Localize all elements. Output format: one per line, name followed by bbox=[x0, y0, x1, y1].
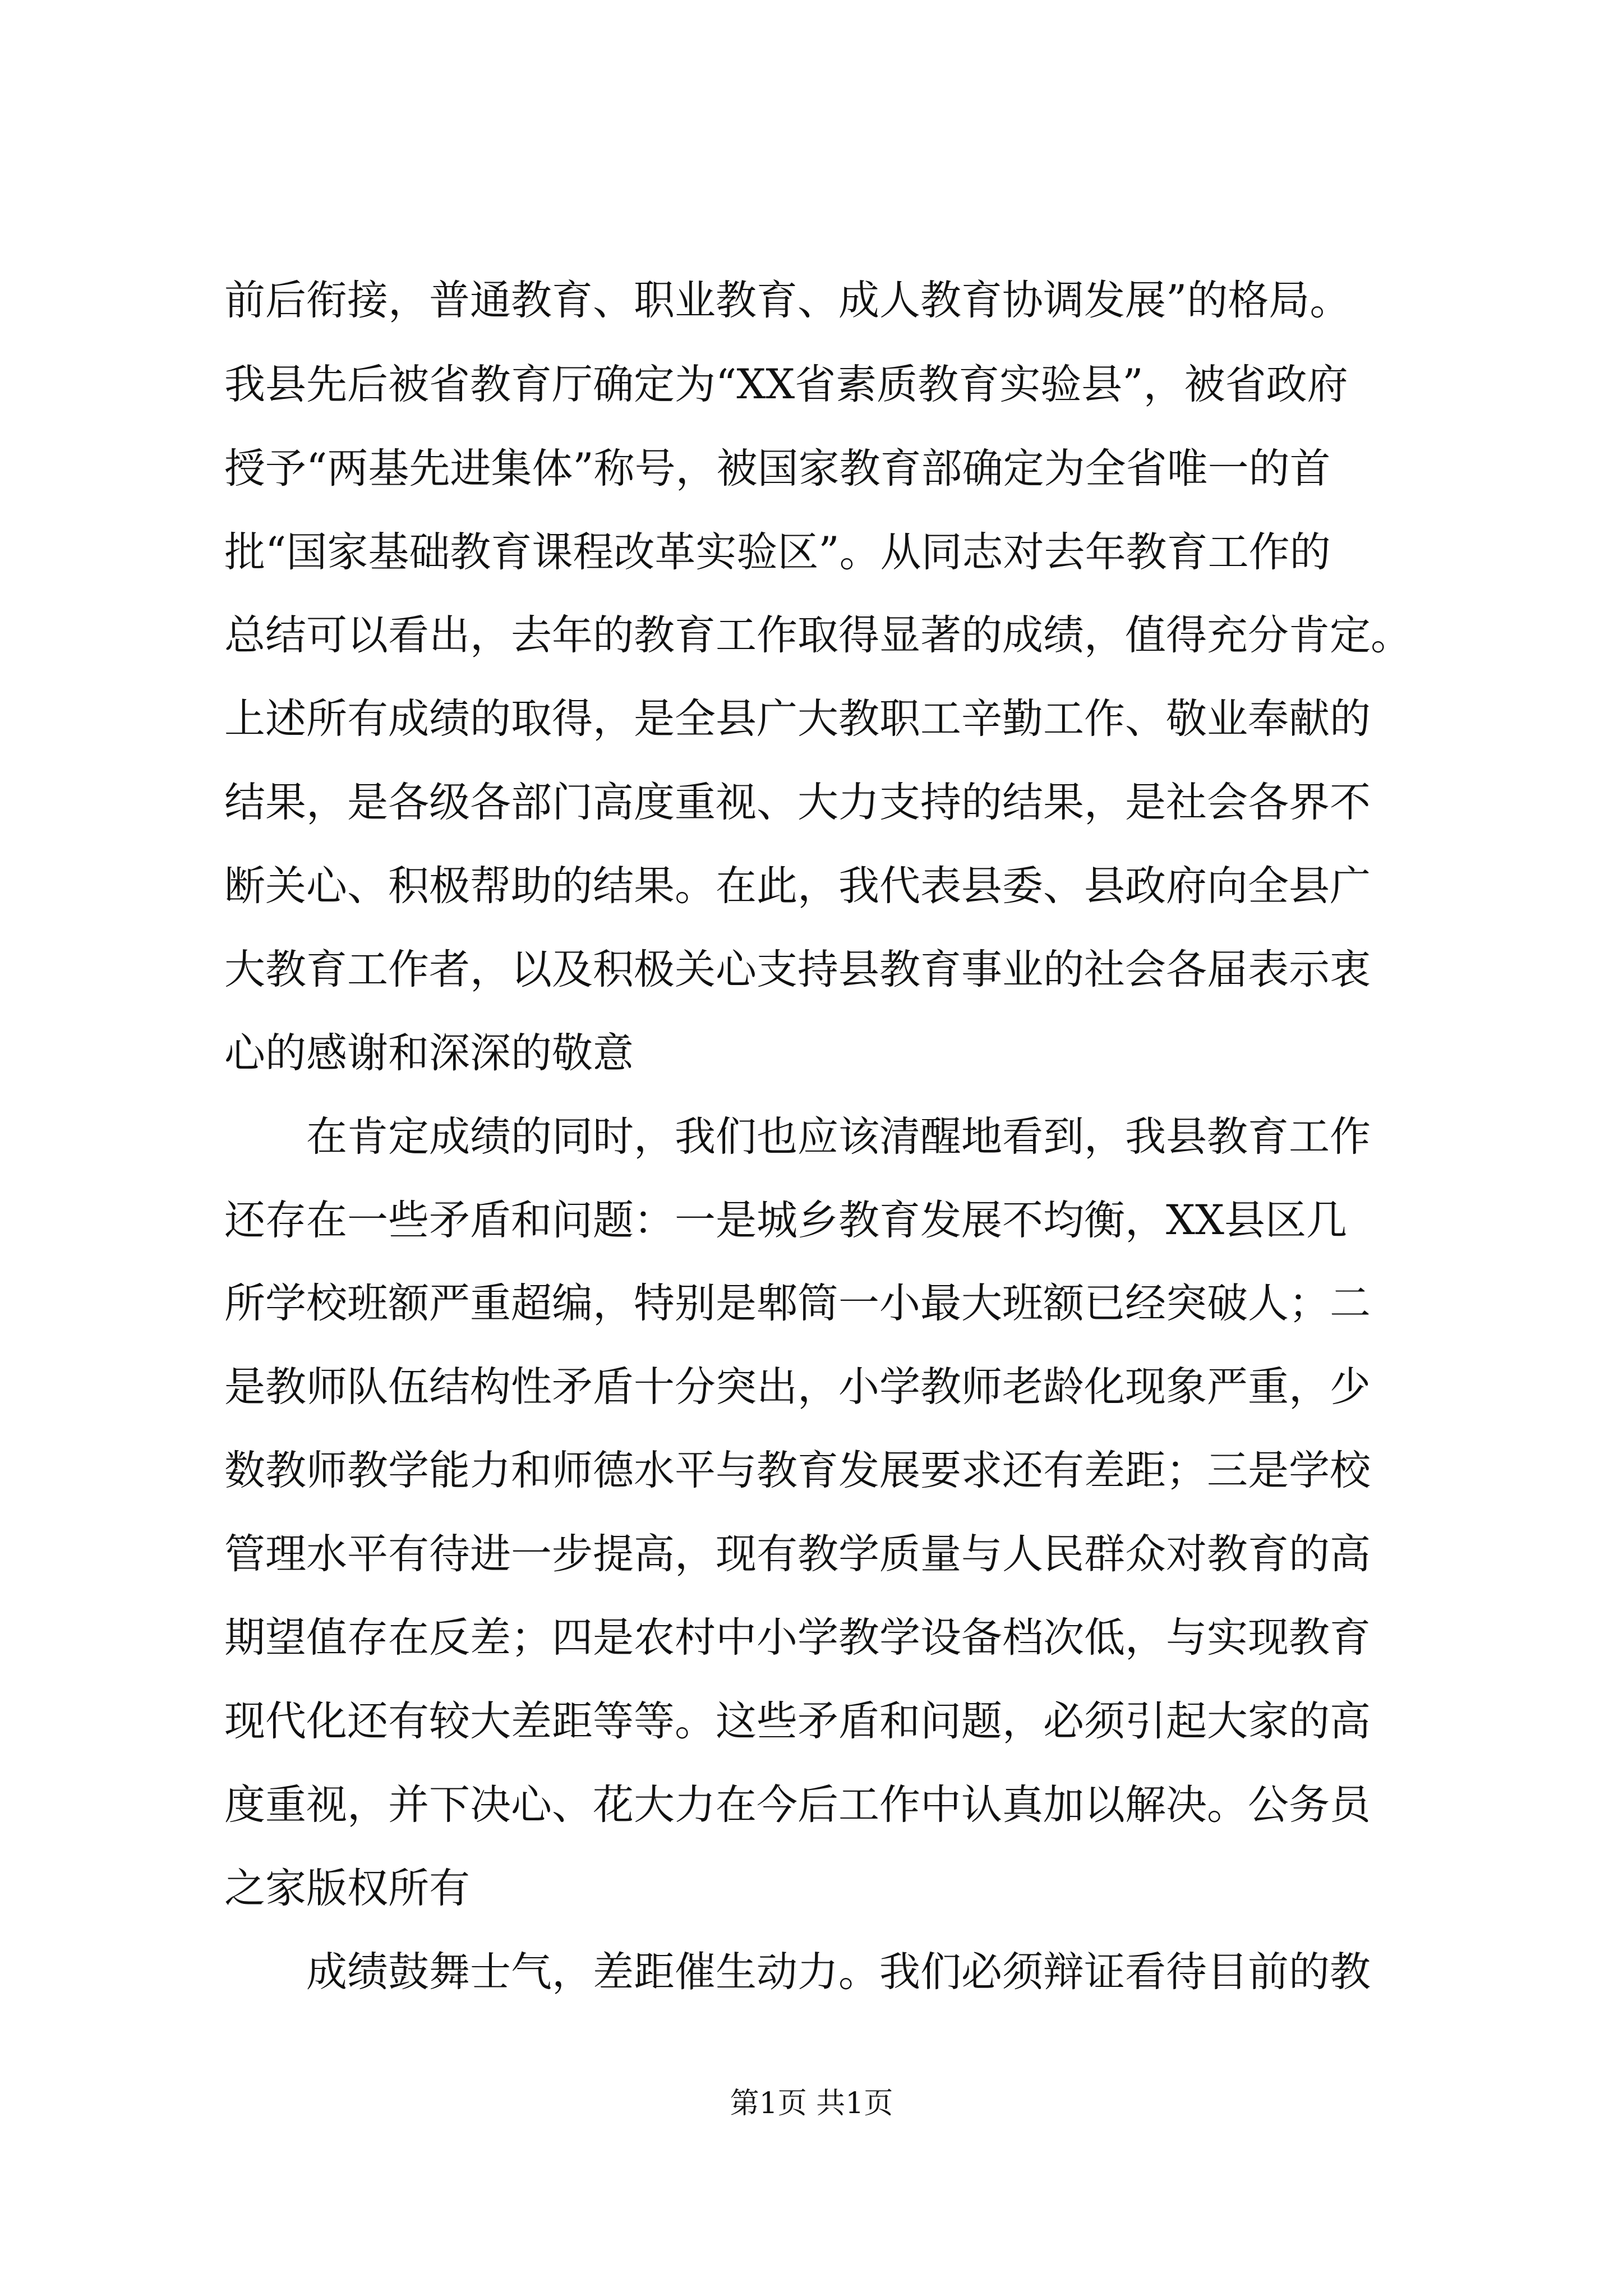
text-line: 上述所有成绩的取得，是全县广大教职工辛勤工作、敬业奉献的 bbox=[224, 695, 1371, 743]
text-line: 之家版权所有 bbox=[224, 1865, 470, 1912]
text-line: 授予“两基先进集体”称号，被国家教育部确定为全省唯一的首 bbox=[224, 445, 1331, 493]
text-line: 现代化还有较大差距等等。这些矛盾和问题，必须引起大家的高 bbox=[224, 1697, 1371, 1745]
text-line: 我县先后被省教育厅确定为“XX省素质教育实验县”，被省政府 bbox=[224, 361, 1348, 408]
text-line: 批“国家基础教育课程改革实验区”。从同志对去年教育工作的 bbox=[224, 528, 1331, 576]
paragraph-first-line: 在肯定成绩的同时，我们也应该清醒地看到，我县教育工作 bbox=[306, 1113, 1371, 1161]
text-line: 结果，是各级各部门高度重视、大力支持的结果，是社会各界不 bbox=[224, 779, 1371, 826]
text-line: 断关心、积极帮助的结果。在此，我代表县委、县政府向全县广 bbox=[224, 862, 1371, 910]
text-line: 还存在一些矛盾和问题：一是城乡教育发展不均衡，XX县区几 bbox=[224, 1197, 1347, 1244]
text-line: 心的感谢和深深的敬意 bbox=[224, 1029, 634, 1077]
text-line: 数教师教学能力和师德水平与教育发展要求还有差距；三是学校 bbox=[224, 1447, 1371, 1494]
text-line: 大教育工作者，以及积极关心支持县教育事业的社会各届表示衷 bbox=[224, 946, 1371, 993]
page-footer: 第1页 共1页 bbox=[730, 2087, 893, 2120]
text-line: 总结可以看出，去年的教育工作取得显著的成绩，值得充分肯定。 bbox=[224, 611, 1412, 659]
text-line: 管理水平有待进一步提高，现有教学质量与人民群众对教育的高 bbox=[224, 1530, 1371, 1578]
text-line: 度重视，并下决心、花大力在今后工作中认真加以解决。公务员 bbox=[224, 1781, 1371, 1829]
text-line: 期望值存在反差；四是农村中小学教学设备档次低，与实现教育 bbox=[224, 1614, 1371, 1662]
text-line: 是教师队伍结构性矛盾十分突出，小学教师老龄化现象严重，少 bbox=[224, 1363, 1371, 1411]
text-line: 所学校班额严重超编，特别是郫筒一小最大班额已经突破人；二 bbox=[224, 1280, 1371, 1327]
paragraph-first-line: 成绩鼓舞士气，差距催生动力。我们必须辩证看待目前的教 bbox=[306, 1948, 1371, 1996]
text-line: 前后衔接，普通教育、职业教育、成人教育协调发展”的格局。 bbox=[224, 277, 1351, 324]
